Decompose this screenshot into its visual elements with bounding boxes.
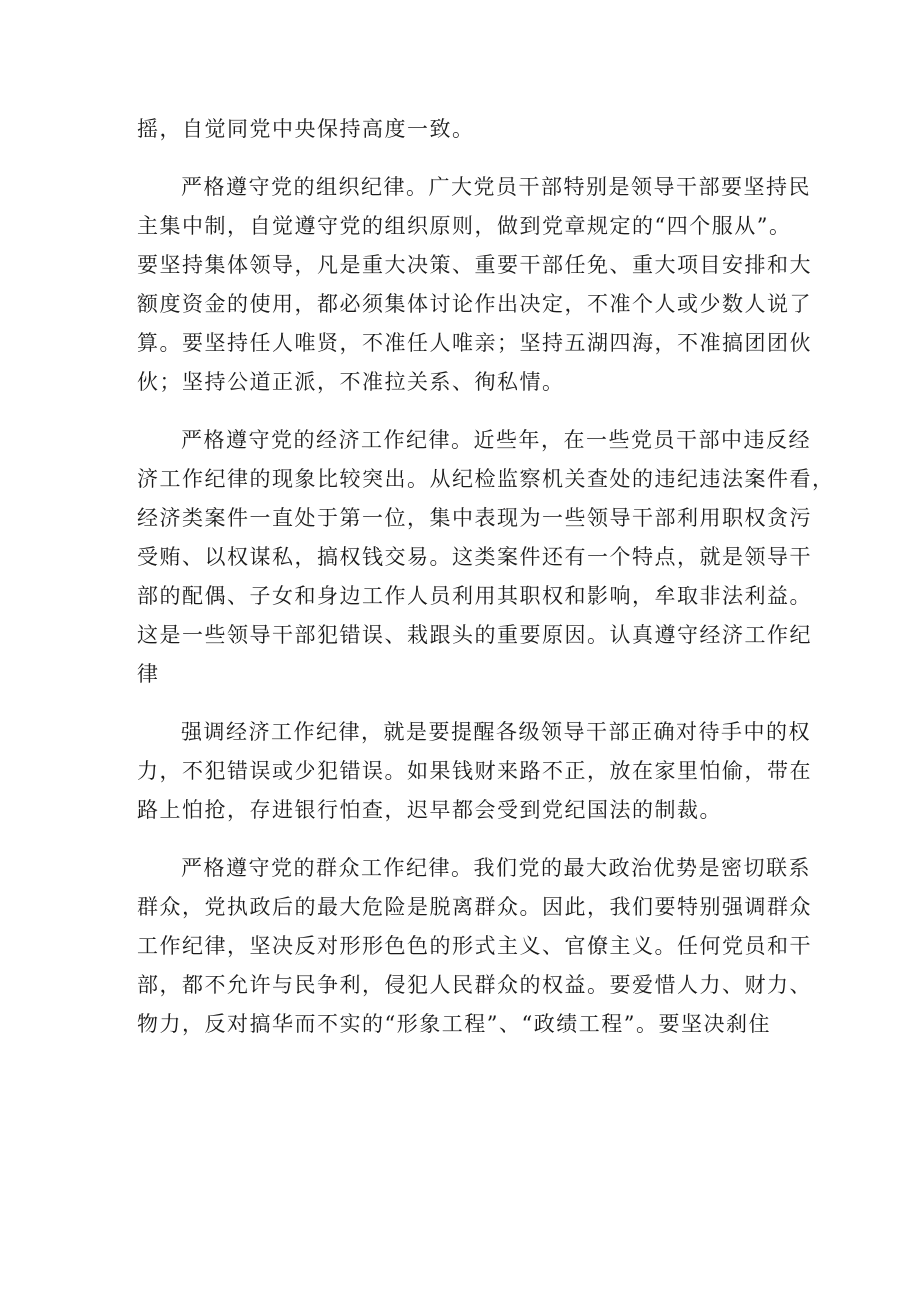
paragraph-mass-work-discipline bbox=[137, 849, 812, 1044]
text-line: 群众，党执政后的最大危险是脱离群众。因此，我们要特别强调群众 bbox=[137, 895, 812, 919]
text-line: 物力，反对搞华而不实的“形象工程”、“政绩工程”。要坚决刹住 bbox=[137, 1012, 771, 1036]
text-line: 经济类案件一直处于第一位，集中表现为一些领导干部利用职权贪污 bbox=[137, 506, 812, 530]
text-line: 律 bbox=[137, 662, 160, 686]
text-line: 强调经济工作纪律，就是要提醒各级领导干部正确对待手中的权 bbox=[181, 720, 811, 744]
text-line: 严格遵守党的组织纪律。广大党员干部特别是领导干部要坚持民 bbox=[181, 175, 811, 199]
text-line: 主集中制，自觉遵守党的组织原则，做到党章规定的“四个服从”。 bbox=[137, 214, 792, 238]
text-line: 力，不犯错误或少犯错误。如果钱财来路不正，放在家里怕偷，带在 bbox=[137, 759, 812, 783]
text-line: 摇，自觉同党中央保持高度一致。 bbox=[137, 117, 475, 141]
text-line: 路上怕抢，存进银行怕查，迟早都会受到党纪国法的制裁。 bbox=[137, 798, 722, 822]
paragraph-continuation bbox=[137, 110, 791, 149]
text-line: 部，都不允许与民争利，侵犯人民群众的权益。要爱惜人力、财力、 bbox=[137, 973, 812, 997]
text-line: 算。要坚持任人唯贤，不准任人唯亲；坚持五湖四海，不准搞团团伙 bbox=[137, 331, 812, 355]
text-line: 这是一些领导干部犯错误、栽跟头的重要原因。认真遵守经济工作纪 bbox=[137, 623, 812, 647]
body-text bbox=[137, 110, 835, 1044]
text-line: 严格遵守党的群众工作纪律。我们党的最大政治优势是密切联系 bbox=[181, 856, 811, 880]
text-line: 额度资金的使用，都必须集体讨论作出决定，不准个人或少数人说了 bbox=[137, 292, 812, 316]
text-line: 要坚持集体领导，凡是重大决策、重要干部任免、重大项目安排和大 bbox=[137, 253, 812, 277]
text-line: 部的配偶、子女和身边工作人员利用其职权和影响，牟取非法利益。 bbox=[137, 584, 812, 608]
paragraph-organization-discipline bbox=[137, 168, 812, 402]
text-line: 济工作纪律的现象比较突出。从纪检监察机关查处的违纪违法案件看， bbox=[137, 467, 835, 491]
text-line: 工作纪律，坚决反对形形色色的形式主义、官僚主义。任何党员和干 bbox=[137, 934, 812, 958]
text-line: 严格遵守党的经济工作纪律。近些年，在一些党员干部中违反经 bbox=[181, 428, 811, 452]
paragraph-economic-discipline bbox=[137, 421, 835, 694]
text-line: 伙；坚持公道正派，不准拉关系、徇私情。 bbox=[137, 370, 565, 394]
paragraph-economic-emphasis bbox=[137, 713, 812, 830]
text-line: 受贿、以权谋私，搞权钱交易。这类案件还有一个特点，就是领导干 bbox=[137, 545, 812, 569]
